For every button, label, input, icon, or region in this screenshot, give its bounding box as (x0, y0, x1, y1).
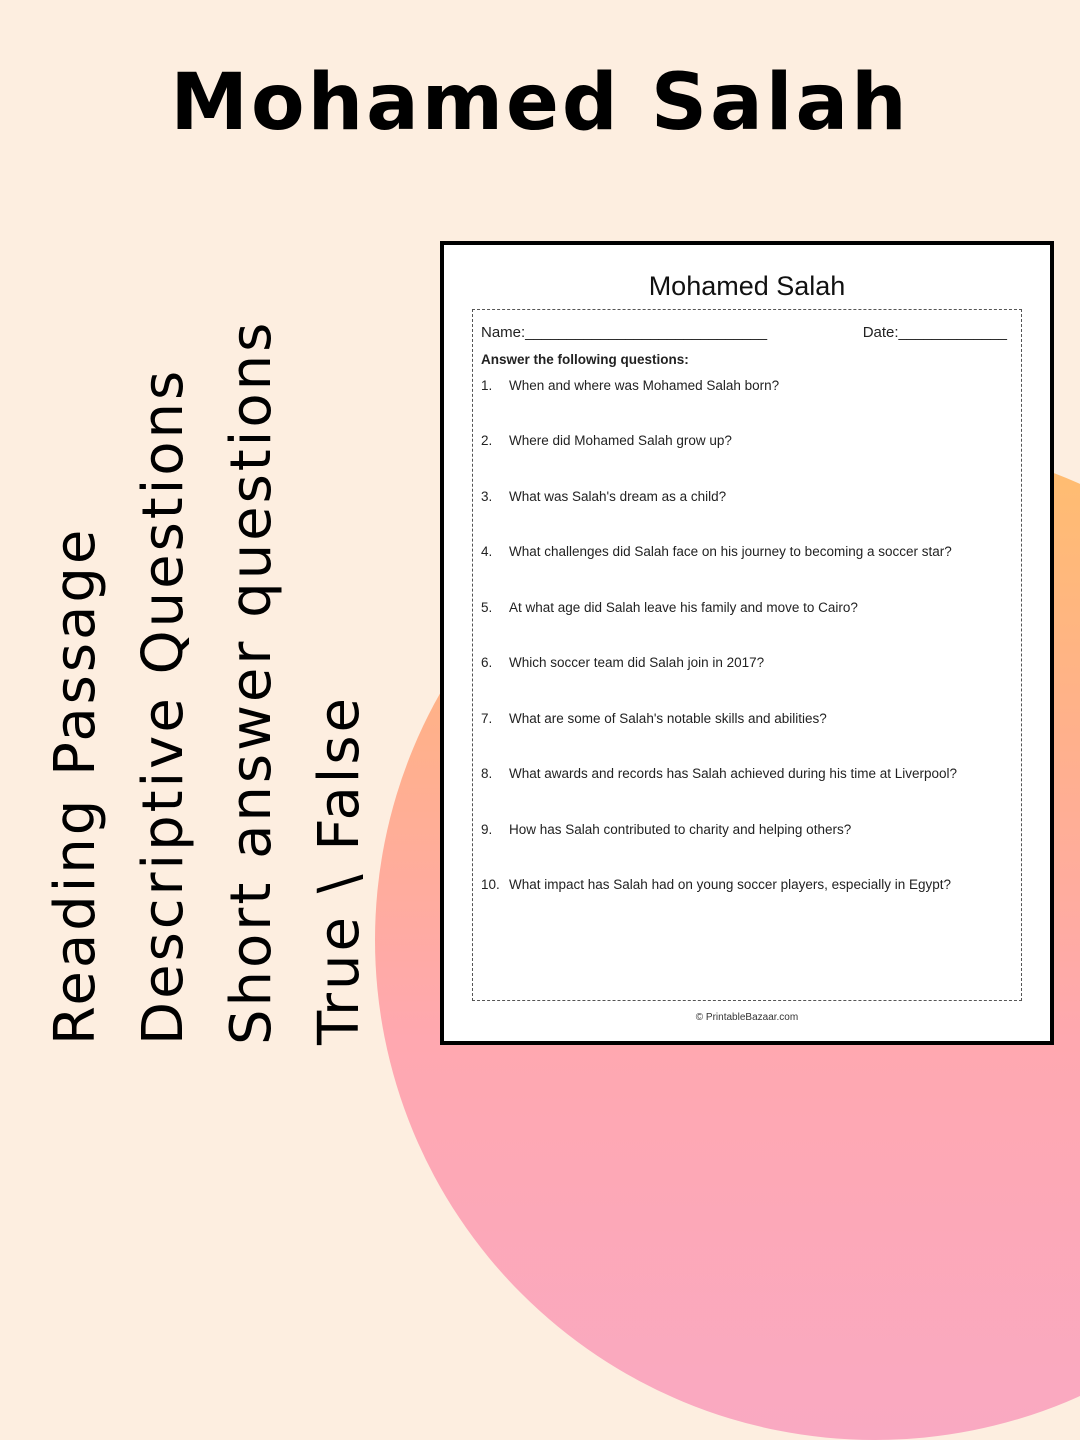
question-item (481, 822, 851, 837)
question-number: 6. (481, 655, 493, 670)
question-number: 1. (481, 378, 493, 393)
instructions: Answer the following questions: (481, 352, 689, 367)
page-title: Mohamed Salah (170, 58, 910, 148)
question-number: 10. (481, 877, 500, 892)
side-label-descriptive-questions: Descriptive Questions (131, 367, 196, 1045)
worksheet-title: Mohamed Salah (648, 271, 846, 301)
question-number: 5. (481, 600, 493, 615)
question-item (481, 655, 764, 670)
side-label-true-false: True \ False (307, 695, 372, 1045)
side-label-short-answer: Short answer questions (219, 319, 284, 1045)
question-text: Which soccer team did Salah join in 2017? (509, 655, 765, 670)
question-text: What awards and records has Salah achieved during his time at Liverpool? (509, 766, 957, 781)
question-item (481, 711, 827, 726)
date-field: Date:_____________ (862, 324, 1007, 341)
side-label-reading-passage: Reading Passage (43, 526, 108, 1045)
question-item (481, 600, 858, 615)
question-number: 2. (481, 433, 493, 448)
question-item (481, 378, 779, 393)
question-text: What challenges did Salah face on his journey to becoming a soccer star? (509, 544, 952, 559)
question-text: What are some of Salah's notable skills and abilities? (509, 711, 827, 726)
copyright-text: © PrintableBazaar.com (695, 1012, 799, 1023)
question-number: 8. (481, 766, 493, 781)
question-text: When and where was Mohamed Salah born? (509, 378, 780, 393)
name-field: Name:_____________________________ (481, 324, 768, 341)
question-number: 3. (481, 489, 493, 504)
question-item (481, 433, 732, 448)
question-text: At what age did Salah leave his family and move to Cairo? (509, 600, 858, 615)
question-item (481, 766, 957, 781)
question-item (481, 877, 951, 892)
question-text: How has Salah contributed to charity and helping others? (509, 822, 852, 837)
question-number: 9. (481, 822, 493, 837)
question-text: What impact has Salah had on young soccer players, especially in Egypt? (509, 877, 951, 892)
question-text: Where did Mohamed Salah grow up? (509, 433, 732, 448)
question-box (472, 309, 1022, 1001)
question-number: 7. (481, 711, 493, 726)
question-number: 4. (481, 544, 493, 559)
worksheet-preview (440, 241, 1054, 1045)
question-text: What was Salah's dream as a child? (509, 489, 727, 504)
question-item (481, 544, 952, 559)
question-item (481, 489, 726, 504)
